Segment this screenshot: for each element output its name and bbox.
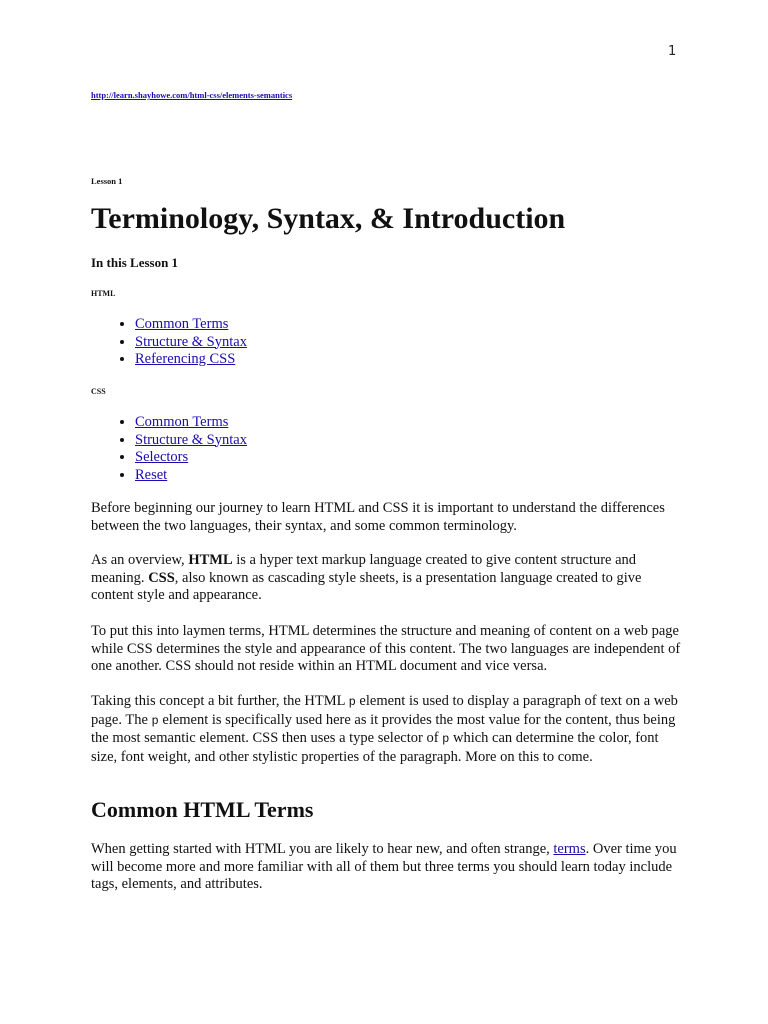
page-number: 1 [668, 44, 677, 59]
text-span: element is used to display a paragraph of text on a web page. The [91, 693, 678, 728]
list-item [135, 351, 247, 369]
list-item [135, 334, 247, 352]
html-structure-syntax-link[interactable]: Structure & Syntax [135, 333, 247, 350]
css-common-terms-link[interactable]: Common Terms [135, 414, 229, 430]
html-topics-list [91, 316, 247, 369]
in-this-lesson-heading: In this Lesson 1 [91, 255, 179, 270]
text-span: is a hyper text markup language created to give content structure and meaning. [91, 552, 637, 586]
code-p: p [348, 695, 356, 709]
css-term-bold: CSS [148, 569, 175, 586]
html-referencing-css-link[interactable]: Referencing CSS [135, 351, 236, 367]
p-element-paragraph [91, 693, 683, 766]
list-item [135, 449, 247, 467]
text-span: , also known as cascading style sheets, is a presentation language created to give content style and appearance. [91, 569, 642, 603]
text-span: Taking this concept a bit further, the HTML [91, 693, 349, 709]
intro-paragraph: Before beginning our journey to learn HTML and CSS it is important to understand the differences between the two languages, their syntax, and some common terminology. [91, 500, 665, 534]
html-term-bold: HTML [188, 552, 233, 568]
terms-link[interactable]: terms [553, 841, 586, 857]
text-span: When getting started with HTML you are likely to hear new, and often strange, [91, 841, 554, 857]
text-span: . Over time you will become more and more familiar with all of them but three terms you should learn today include tags, elements, and attributes. [91, 841, 677, 892]
list-item [135, 316, 247, 334]
lesson-label: Lesson 1 [91, 176, 123, 186]
laymen-terms-paragraph: To put this into laymen terms, HTML determines the structure and meaning of content on a web page while CSS determines the style and appearance of this content. The two languages are independent of one another. CSS should not reside within an HTML document and vice versa. [91, 623, 681, 674]
code-p: p [151, 713, 159, 728]
text-span: which can determine the color, font size, font weight, and other stylistic properties of the paragraph. More on this to come. [91, 730, 659, 765]
getting-started-paragraph [91, 841, 683, 894]
css-section-heading: CSS [91, 387, 106, 396]
list-item [135, 467, 247, 485]
css-selectors-link[interactable]: Selectors [135, 449, 189, 465]
page-title: Terminology, Syntax, & Introduction [91, 202, 566, 235]
css-structure-syntax-link[interactable]: Structure & Syntax [135, 431, 247, 448]
html-section-heading: HTML [91, 289, 116, 298]
text-span: element is specifically used here as it provides the most value for the content, thus being the most semantic element. CSS then uses a type selector of [91, 711, 676, 746]
css-topics-list [91, 414, 247, 484]
html-common-terms-link[interactable]: Common Terms [135, 316, 229, 332]
source-url-link[interactable]: http://learn.shayhowe.com/html-css/elements-semantics [91, 90, 293, 100]
text-span: As an overview, [91, 552, 189, 568]
css-reset-link[interactable]: Reset [135, 466, 168, 483]
section-heading-common-html-terms: Common HTML Terms [91, 797, 314, 822]
overview-paragraph [91, 552, 683, 605]
list-item [135, 432, 247, 450]
list-item [135, 414, 247, 432]
code-p: p [442, 732, 450, 746]
